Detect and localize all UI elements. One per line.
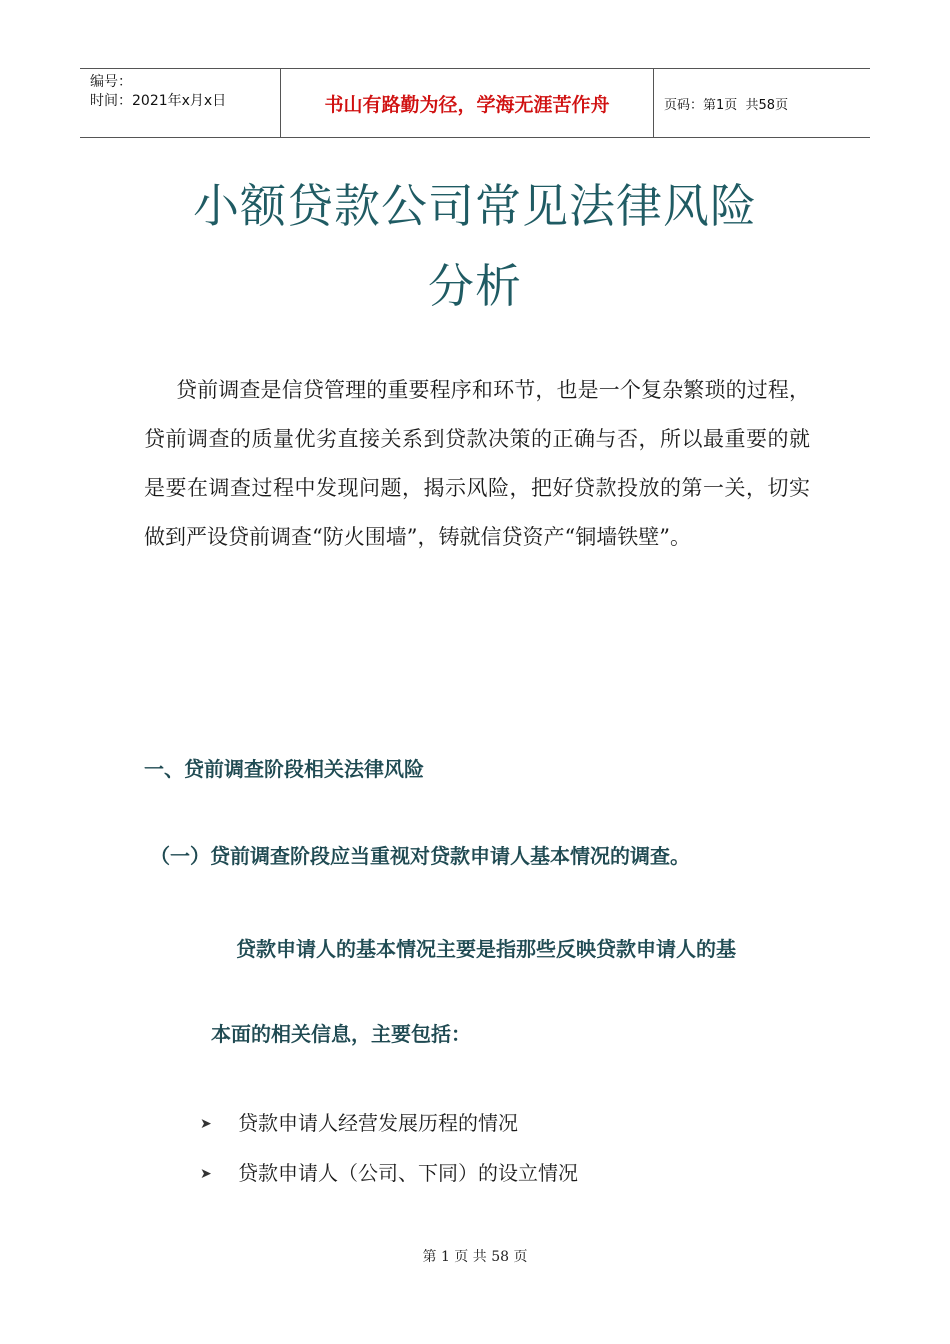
- body-paragraph-line-2: 本面的相关信息，主要包括：: [211, 1022, 471, 1046]
- intro-paragraph: 贷前调查是信贷管理的重要程序和环节，也是一个复杂繁琐的过程，贷前调查的质量优劣直接关系到贷款决策的正确与否，所以最重要的就是要在调查过程中发现问题，揭示风险，把好贷款投放的第一关，切实做到严设贷前调查“防火围墙”，铸就信贷资产“铜墙铁壁”。: [144, 378, 810, 549]
- list-item: [200, 1107, 518, 1136]
- page-header: [80, 68, 870, 138]
- number-label: 编号：: [90, 74, 132, 90]
- time-label: 时间：2021年x月x日: [90, 93, 227, 109]
- arrow-bullet-icon: ➤: [200, 1166, 212, 1182]
- body-paragraph-line-1: 贷款申请人的基本情况主要是指那些反映贷款申请人的基: [236, 937, 736, 961]
- list-item-text: 贷款申请人（公司、下同）的设立情况: [238, 1161, 578, 1185]
- header-motto: 书山有路勤为径，学海无涯苦作舟: [281, 69, 654, 137]
- page-info-text: 页码：第1页 共58页: [664, 97, 789, 113]
- header-page-info: [654, 69, 870, 137]
- arrow-bullet-icon: ➤: [200, 1116, 212, 1132]
- document-title-line-1: 小额贷款公司常见法律风险: [193, 179, 757, 233]
- document-title-line-2: 分析: [428, 259, 522, 313]
- footer-page-number: 第 1 页 共 58 页: [422, 1249, 528, 1265]
- header-meta: [80, 69, 281, 137]
- list-item-text: 贷款申请人经营发展历程的情况: [238, 1111, 518, 1135]
- subsection-heading: （一）贷前调查阶段应当重视对贷款申请人基本情况的调查。: [150, 844, 690, 868]
- section-heading: 一、贷前调查阶段相关法律风险: [144, 757, 424, 781]
- page-footer: [0, 1246, 950, 1266]
- list-item: [200, 1157, 578, 1186]
